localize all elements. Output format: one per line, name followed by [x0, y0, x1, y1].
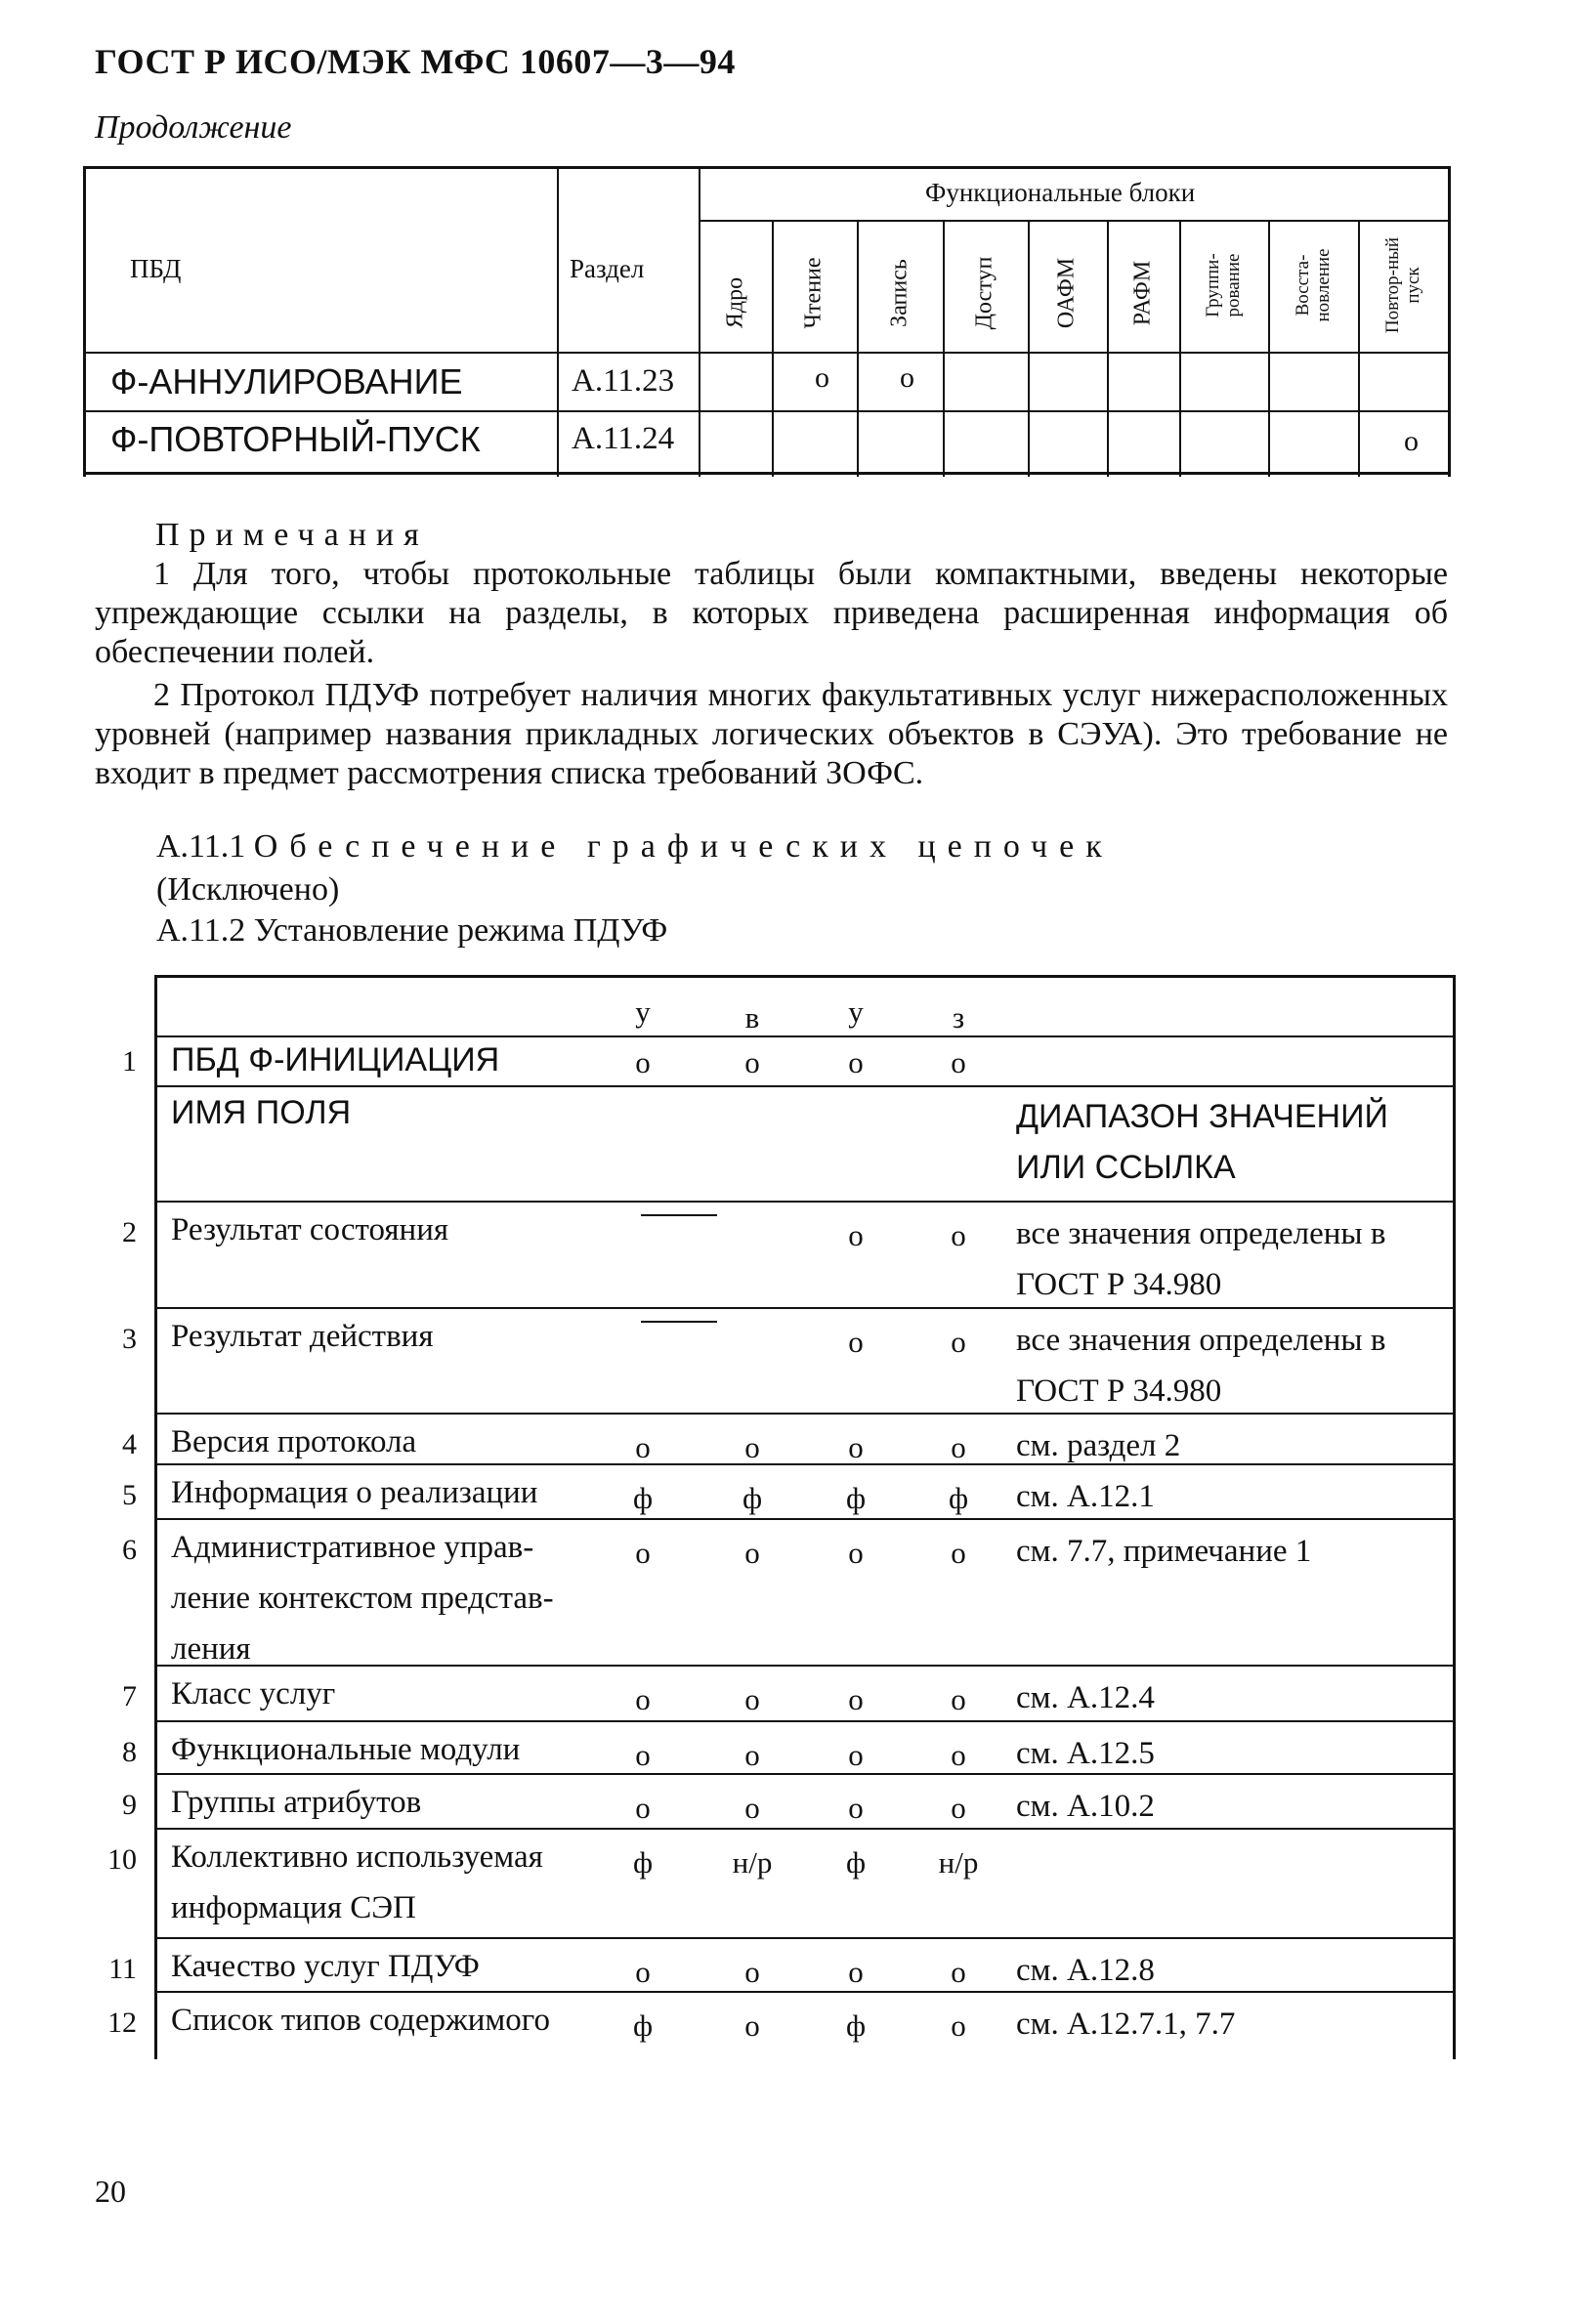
field-mark: ф: [632, 2008, 654, 2043]
field-mark: о: [635, 1738, 651, 1772]
field-mark: о: [848, 1536, 864, 1570]
field-reference: ГОСТ Р 34.980: [1016, 1267, 1222, 1302]
block-header-access: Доступ: [971, 256, 997, 330]
field-name: Функциональные модули: [171, 1732, 521, 1767]
continuation-label: Продолжение: [95, 109, 292, 146]
field-reference: все значения определены в: [1016, 1323, 1386, 1358]
block-header-restart: Повтор-ный пуск: [1382, 236, 1423, 334]
pbd-mark: о: [744, 1045, 760, 1079]
field-reference: см. 7.7, примечание 1: [1016, 1534, 1312, 1569]
table-row-section: А.11.24: [572, 421, 675, 456]
row-number: 6: [122, 1534, 137, 1566]
field-mark: о: [848, 1955, 864, 1989]
field-mark: о: [951, 1536, 966, 1570]
field-mark: н/р: [938, 1845, 979, 1880]
field-mark: о: [951, 1955, 966, 1989]
field-mark: о: [951, 1738, 966, 1772]
field-name: Результат действия: [171, 1319, 434, 1354]
field-mark: ф: [742, 1481, 763, 1515]
field-name: Качество услуг ПДУФ: [171, 1949, 480, 1984]
not-applicable-dash: [641, 1214, 717, 1216]
functional-blocks-header: Функциональные блоки: [925, 178, 1196, 207]
field-name: Список типов содержимого: [171, 2003, 551, 2038]
notes-block: [95, 516, 1448, 793]
pbd-name: ПБД Ф-ИНИЦИАЦИЯ: [171, 1041, 500, 1078]
field-mark: о: [951, 1430, 966, 1464]
field-mark: о: [744, 1682, 760, 1716]
field-mark: о: [635, 1430, 651, 1464]
field-reference: см. А.12.1: [1016, 1479, 1155, 1514]
field-mark: о: [635, 1536, 651, 1570]
block-header-recovery: Восста-новление: [1293, 248, 1334, 322]
column-header-pbd: ПБД: [130, 254, 182, 283]
field-mark: о: [951, 1791, 966, 1825]
pbd-mark: о: [635, 1045, 651, 1079]
field-mark: о: [744, 1791, 760, 1825]
block-header-rafm: РАФМ: [1129, 260, 1156, 326]
range-header-line1: ДИАПАЗОН ЗНАЧЕНИЙ: [1016, 1098, 1388, 1135]
field-mark: о: [744, 1430, 760, 1464]
field-name: Версия протокола: [171, 1424, 417, 1459]
row-number: 2: [122, 1216, 137, 1248]
field-mark: о: [848, 1430, 864, 1464]
row-number: 3: [122, 1323, 137, 1355]
page-number: 20: [95, 2174, 126, 2209]
document-title: ГОСТ Р ИСО/МЭК МФС 10607—3—94: [95, 42, 736, 81]
field-reference: см. А.12.8: [1016, 1953, 1155, 1988]
column-header-section: Раздел: [570, 254, 645, 283]
field-name: Класс услуг: [171, 1676, 336, 1711]
field-mark: о: [951, 1218, 966, 1252]
column-header-z: з: [952, 1000, 965, 1035]
row-number: 12: [107, 2007, 137, 2039]
field-reference: все значения определены в: [1016, 1216, 1386, 1251]
field-reference: см. А.10.2: [1016, 1789, 1155, 1824]
column-header-u2: у: [848, 994, 864, 1029]
section-heading-a11-1: [156, 828, 1114, 866]
field-name: ление контекстом представ-: [171, 1581, 554, 1616]
field-mark: ф: [845, 2008, 867, 2043]
field-mark: о: [848, 1218, 864, 1252]
table-row-mark: о: [815, 361, 829, 394]
field-reference: см. А.12.4: [1016, 1680, 1155, 1715]
block-header-write: Запись: [886, 259, 912, 327]
field-mark: н/р: [732, 1845, 773, 1880]
field-mark: о: [635, 1955, 651, 1989]
pduf-mode-table: [98, 975, 1456, 2059]
field-mark: о: [744, 2008, 760, 2043]
field-reference: ГОСТ Р 34.980: [1016, 1373, 1222, 1409]
column-header-v: в: [744, 1000, 760, 1035]
table-row-mark: о: [900, 361, 914, 394]
field-mark: ф: [632, 1481, 654, 1515]
field-mark: ф: [632, 1845, 654, 1880]
field-mark: о: [951, 1682, 966, 1716]
row-number: 11: [108, 1953, 137, 1985]
block-header-read: Чтение: [800, 257, 827, 329]
row-number: 1: [122, 1045, 137, 1077]
pbd-mark: о: [951, 1045, 966, 1079]
note-1: 1 Для того, чтобы протокольные таблицы были компактными, введены некоторые упреждающие ссылки на разделы, в которых приведена расширенная информация об обеспечении полей.: [95, 556, 1448, 670]
field-mark: ф: [845, 1845, 867, 1880]
pbd-mark: о: [848, 1045, 864, 1079]
field-mark: о: [848, 1682, 864, 1716]
section-title: Обеспечение графических цепочек: [253, 828, 1114, 865]
section-number: А.11.1: [156, 828, 246, 865]
block-header-core: Ядро: [722, 276, 748, 329]
functional-blocks-table: [83, 166, 1451, 477]
table-row-mark: о: [1404, 425, 1419, 457]
column-header-u: у: [635, 994, 651, 1029]
field-mark: о: [951, 1325, 966, 1359]
note-2: 2 Протокол ПДУФ потребует наличия многих факультативных услуг нижерасположенных уровней (например названия прикладных логических объектов в СЭУА). Это требование не входит в предмет рассмотрения списка требований ЗОФС.: [95, 677, 1448, 791]
block-header-oafm: ОАФМ: [1053, 257, 1080, 329]
row-number: 4: [122, 1428, 137, 1460]
range-header-line2: ИЛИ ССЫЛКА: [1016, 1149, 1236, 1186]
field-name: информация СЭП: [171, 1890, 416, 1925]
field-mark: о: [635, 1791, 651, 1825]
row-number: 9: [122, 1789, 137, 1821]
field-mark: ф: [948, 1481, 969, 1515]
field-mark: о: [744, 1536, 760, 1570]
row-number: 8: [122, 1736, 137, 1768]
field-name: Коллективно используемая: [171, 1839, 543, 1875]
field-mark: ф: [845, 1481, 867, 1515]
field-mark: о: [848, 1738, 864, 1772]
field-name-header: ИМЯ ПОЛЯ: [171, 1094, 352, 1131]
field-name: Группы атрибутов: [171, 1785, 422, 1820]
not-applicable-dash: [641, 1321, 717, 1323]
table-row-pbd: Ф-АННУЛИРОВАНИЕ: [110, 361, 463, 401]
field-mark: о: [744, 1738, 760, 1772]
section-excluded-note: (Исключено): [156, 871, 340, 908]
field-mark: о: [848, 1325, 864, 1359]
field-mark: о: [951, 2008, 966, 2043]
field-name: ления: [171, 1631, 251, 1667]
row-number: 10: [107, 1843, 137, 1876]
field-mark: о: [848, 1791, 864, 1825]
field-name: Информация о реализации: [171, 1475, 538, 1510]
field-name: Административное управ-: [171, 1530, 534, 1565]
table-row-pbd: Ф-ПОВТОРНЫЙ-ПУСК: [110, 419, 481, 459]
field-reference: см. А.12.5: [1016, 1736, 1155, 1771]
row-number: 7: [122, 1680, 137, 1712]
block-header-grouping: Группи-рование: [1203, 253, 1244, 317]
field-mark: о: [635, 1682, 651, 1716]
row-number: 5: [122, 1479, 137, 1511]
section-heading-a11-2: А.11.2 Установление режима ПДУФ: [156, 912, 668, 949]
field-reference: см. раздел 2: [1016, 1428, 1181, 1463]
field-reference: см. А.12.7.1, 7.7: [1016, 2007, 1236, 2042]
notes-heading: Примечания: [155, 517, 429, 553]
field-name: Результат состояния: [171, 1212, 449, 1247]
field-mark: о: [744, 1955, 760, 1989]
table-row-section: А.11.23: [572, 363, 675, 399]
